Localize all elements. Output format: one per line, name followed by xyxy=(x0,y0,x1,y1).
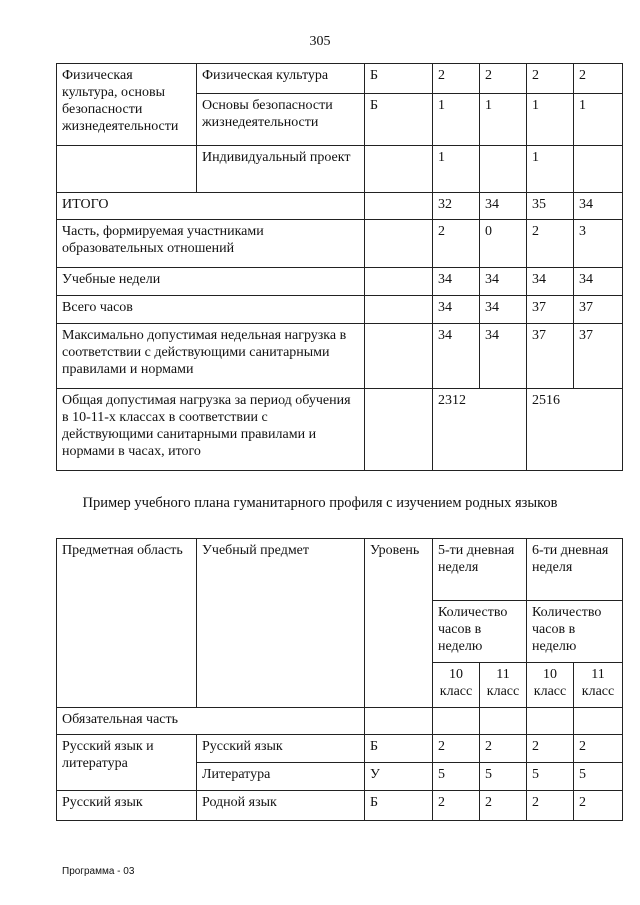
hours-cell: 0 xyxy=(480,220,527,268)
page-number: 305 xyxy=(309,34,331,49)
level-cell: Б xyxy=(365,791,433,821)
summary-label: Максимально допустимая недельная нагрузка в соответствии с действующими санитарными правилами и нормами xyxy=(57,324,365,389)
hours-cell xyxy=(480,146,527,193)
summary-label: Учебные недели xyxy=(57,268,365,296)
summary-label: Всего часов xyxy=(57,296,365,324)
hours-cell: 2 xyxy=(480,791,527,821)
footer-note: Программа - 03 xyxy=(62,866,135,877)
hours-cell: 34 xyxy=(433,296,480,324)
level-cell xyxy=(365,220,433,268)
level-cell: Б xyxy=(365,735,433,763)
hours-cell: 5 xyxy=(527,763,574,791)
hours-cell: 1 xyxy=(433,94,480,146)
hours-cell: 32 xyxy=(433,193,480,220)
header-grade-10: 10 класс xyxy=(527,663,574,708)
hours-cell: 2 xyxy=(574,735,623,763)
hours-cell: 1 xyxy=(433,146,480,193)
hours-cell: 37 xyxy=(574,324,623,389)
level-cell xyxy=(365,146,433,193)
level-cell xyxy=(365,389,433,471)
table-row xyxy=(57,64,623,94)
hours-cell: 5 xyxy=(480,763,527,791)
hours-cell: 34 xyxy=(480,296,527,324)
header-row xyxy=(57,539,623,601)
header-subject: Учебный предмет xyxy=(197,539,365,708)
table-row xyxy=(57,296,623,324)
hours-cell xyxy=(527,708,574,735)
header-grade-11: 11 класс xyxy=(480,663,527,708)
table-row xyxy=(57,268,623,296)
table-row xyxy=(57,324,623,389)
hours-cell: 34 xyxy=(433,324,480,389)
hours-cell: 34 xyxy=(433,268,480,296)
hours-cell: 2 xyxy=(480,64,527,94)
subject-cell: Индивидуальный проект xyxy=(197,146,365,193)
subject-area-cell: Русский язык xyxy=(57,791,197,821)
header-five-day-week: 5-ти дневная неделя xyxy=(433,539,527,601)
hours-cell: 5 xyxy=(433,763,480,791)
hours-cell: 37 xyxy=(527,324,574,389)
mandatory-part-label: Обязательная часть xyxy=(57,708,365,735)
subject-cell: Русский язык xyxy=(197,735,365,763)
curriculum-table-bottom xyxy=(56,538,623,821)
subject-cell: Основы безопасности жизнедеятельности xyxy=(197,94,365,146)
hours-cell: 37 xyxy=(574,296,623,324)
header-six-day-week: 6-ти дневная неделя xyxy=(527,539,623,601)
header-hours-per-week: Количество часов в неделю xyxy=(527,601,623,663)
curriculum-table-top xyxy=(56,63,623,471)
level-cell: Б xyxy=(365,94,433,146)
hours-cell: 3 xyxy=(574,220,623,268)
hours-cell: 2 xyxy=(527,64,574,94)
header-grade-11: 11 класс xyxy=(574,663,623,708)
hours-cell: 2 xyxy=(527,791,574,821)
header-grade-10: 10 класс xyxy=(433,663,480,708)
hours-cell: 2 xyxy=(480,735,527,763)
subject-cell: Физическая культура xyxy=(197,64,365,94)
hours-cell: 2 xyxy=(433,64,480,94)
hours-cell: 34 xyxy=(574,193,623,220)
table-row xyxy=(57,193,623,220)
hours-cell: 37 xyxy=(527,296,574,324)
table-row xyxy=(57,146,623,193)
hours-cell: 1 xyxy=(480,94,527,146)
hours-cell xyxy=(574,146,623,193)
hours-cell: 34 xyxy=(527,268,574,296)
hours-cell: 2 xyxy=(433,791,480,821)
hours-cell: 1 xyxy=(527,146,574,193)
subject-cell: Родной язык xyxy=(197,791,365,821)
hours-cell: 2 xyxy=(574,64,623,94)
hours-cell: 34 xyxy=(480,193,527,220)
total-six-day: 2516 xyxy=(527,389,623,471)
total-five-day: 2312 xyxy=(433,389,527,471)
table-row xyxy=(57,791,623,821)
level-cell xyxy=(365,193,433,220)
level-cell xyxy=(365,708,433,735)
hours-cell: 34 xyxy=(480,268,527,296)
header-level: Уровень xyxy=(365,539,433,708)
header-hours-per-week: Количество часов в неделю xyxy=(433,601,527,663)
hours-cell xyxy=(480,708,527,735)
hours-cell: 1 xyxy=(527,94,574,146)
summary-label: Часть, формируемая участниками образовательных отношений xyxy=(57,220,365,268)
hours-cell: 34 xyxy=(480,324,527,389)
level-cell: Б xyxy=(365,64,433,94)
subject-cell: Литература xyxy=(197,763,365,791)
table-row xyxy=(57,389,623,471)
hours-cell: 2 xyxy=(574,791,623,821)
total-label: Общая допустимая нагрузка за период обучения в 10-11-х классах в соответствии с действующими санитарными правилами и нормами в часах, итого xyxy=(57,389,365,471)
subject-area-cell: Физическая культура, основы безопасности жизнедеятельности xyxy=(57,64,197,146)
subject-area-cell xyxy=(57,146,197,193)
summary-label: ИТОГО xyxy=(57,193,365,220)
subject-area-cell: Русский язык и литература xyxy=(57,735,197,791)
hours-cell xyxy=(574,708,623,735)
level-cell: У xyxy=(365,763,433,791)
hours-cell: 2 xyxy=(527,220,574,268)
table-row xyxy=(57,708,623,735)
hours-cell: 35 xyxy=(527,193,574,220)
hours-cell: 2 xyxy=(433,220,480,268)
hours-cell: 1 xyxy=(574,94,623,146)
hours-cell: 34 xyxy=(574,268,623,296)
table-row xyxy=(57,220,623,268)
level-cell xyxy=(365,296,433,324)
header-subject-area: Предметная область xyxy=(57,539,197,708)
level-cell xyxy=(365,268,433,296)
hours-cell: 5 xyxy=(574,763,623,791)
hours-cell xyxy=(433,708,480,735)
level-cell xyxy=(365,324,433,389)
hours-cell: 2 xyxy=(527,735,574,763)
table-row xyxy=(57,735,623,763)
hours-cell: 2 xyxy=(433,735,480,763)
section-heading: Пример учебного плана гуманитарного профиля с изучением родных языков xyxy=(82,495,558,511)
